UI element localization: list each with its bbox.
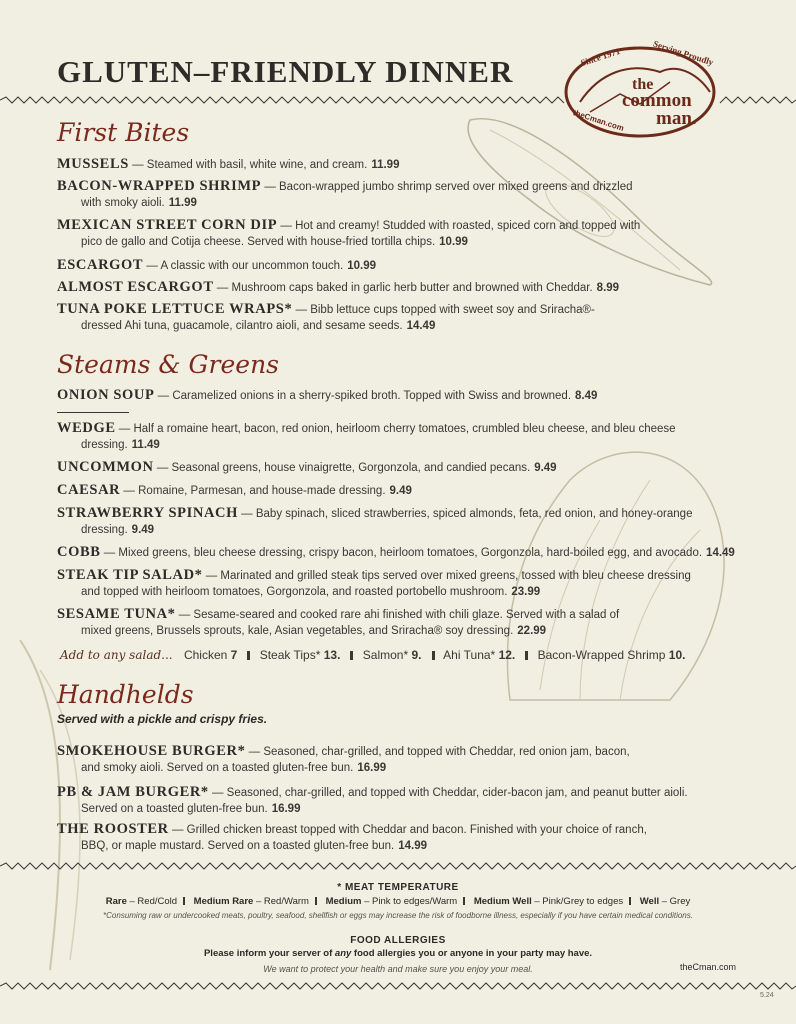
item-name: CAESAR — [57, 482, 121, 498]
item-desc-cont: pico de gallo and Cotija cheese. Served with house-fried tortilla chips. — [81, 236, 436, 248]
common-man-logo — [560, 38, 720, 142]
top-divider — [0, 96, 796, 104]
item-desc: — Sesame-seared and cooked rare ahi finished with chili glaze. Served with a salad of — [175, 609, 620, 621]
item-price: 9.49 — [534, 462, 557, 474]
page-title: GLUTEN–FRIENDLY DINNER — [57, 54, 514, 89]
item-price: 8.49 — [575, 390, 598, 402]
menu-item-mussels — [57, 156, 747, 173]
item-desc-cont: and topped with heirloom tomatoes, Gorgonzola, and roasted portobello mushroom. — [81, 586, 508, 598]
item-price: 14.49 — [706, 547, 735, 559]
addon-label: Chicken — [183, 648, 228, 662]
item-price: 22.99 — [517, 625, 547, 637]
item-price: 23.99 — [511, 586, 541, 598]
temp-name: Medium — [325, 896, 362, 907]
logo-since: Since 1971 — [579, 45, 622, 69]
allergy-text-any: any — [334, 948, 352, 959]
item-desc: — Mixed greens, bleu cheese dressing, crispy bacon, heirloom tomatoes, Gorgonzola, hard-boiled egg, and avocado. — [100, 547, 703, 559]
item-desc: — Romaine, Parmesan, and house-made dressing. — [120, 485, 386, 497]
temp-separator — [183, 897, 185, 905]
menu-item-smokehouse-burger — [57, 743, 747, 776]
item-name: STRAWBERRY SPINACH — [57, 505, 238, 521]
item-price: 9.49 — [389, 485, 412, 497]
temp-name: Well — [639, 896, 660, 907]
item-name: WEDGE — [57, 420, 116, 436]
item-desc-cont: with smoky aioli. — [81, 197, 165, 209]
item-desc: — Half a romaine heart, bacon, red onion, heirloom cherry tomatoes, crumbled bleu cheese, and bleu cheese — [115, 423, 676, 435]
item-desc: — Steamed with basil, white wine, and cream. — [128, 159, 368, 171]
menu-item-onion-soup — [57, 387, 747, 404]
item-name: MUSSELS — [57, 156, 129, 172]
allergy-text-pre: Please inform your server of — [203, 948, 335, 959]
addon-price: 12. — [498, 648, 516, 662]
section-steams-greens-title: Steams & Greens — [57, 350, 279, 379]
item-desc-cont: dressing. — [81, 524, 128, 536]
item-name: THE ROOSTER — [57, 821, 169, 837]
menu-item-strawberry-spinach — [57, 505, 747, 538]
salad-addon-row — [60, 648, 689, 662]
item-desc: — A classic with our uncommon touch. — [143, 260, 344, 272]
item-price: 11.49 — [131, 439, 160, 451]
item-price: 16.99 — [357, 762, 387, 774]
menu-item-escargot — [57, 257, 747, 274]
logo-man: man. — [656, 108, 697, 129]
item-price: 10.99 — [347, 260, 377, 272]
menu-item-caesar — [57, 482, 747, 499]
logo-serving: Serving Proudly — [651, 38, 715, 68]
item-name: STEAK TIP SALAD* — [57, 567, 203, 583]
menu-item-the-rooster — [57, 821, 747, 854]
item-name: ALMOST ESCARGOT — [57, 279, 214, 295]
addon-label: Steak Tips* — [259, 648, 321, 662]
item-name: UNCOMMON — [57, 459, 154, 475]
temp-separator — [629, 897, 631, 905]
temp-desc: – Red/Warm — [253, 896, 309, 907]
menu-item-bacon-wrapped-shrimp — [57, 178, 747, 211]
onion-soup-divider — [57, 412, 129, 413]
item-desc-cont: mixed greens, Brussels sprouts, kale, Asian vegetables, and Sriracha® soy dressing. — [81, 625, 514, 637]
section-first-bites-title: First Bites — [57, 118, 190, 147]
temp-desc: – Grey — [659, 896, 691, 907]
item-name: BACON-WRAPPED SHRIMP — [57, 178, 262, 194]
addon-price: 7 — [230, 648, 238, 662]
allergy-text-post: food allergies you or anyone in your party may have. — [351, 948, 593, 959]
footer-divider-bottom — [0, 982, 796, 990]
item-desc: — Grilled chicken breast topped with Cheddar and bacon. Finished with your choice of ranch, — [168, 824, 647, 836]
item-desc-cont: BBQ, or maple mustard. Served on a toasted gluten-free bun. — [81, 840, 395, 852]
addon-price: 9. — [411, 648, 422, 662]
menu-item-sesame-tuna — [57, 606, 747, 639]
item-desc-cont: dressed Ahi tuna, guacamole, cilantro aioli, and sesame seeds. — [81, 320, 403, 332]
item-desc-cont: Served on a toasted gluten-free bun. — [81, 803, 268, 815]
item-name: ESCARGOT — [57, 257, 144, 273]
item-desc-cont: and smoky aioli. Served on a toasted gluten-free bun. — [81, 762, 354, 774]
menu-item-steak-tip-salad — [57, 567, 747, 600]
item-desc: — Caramelized onions in a sherry-spiked broth. Topped with Swiss and browned. — [154, 390, 572, 402]
item-desc: — Bibb lettuce cups topped with sweet soy and Sriracha®- — [292, 304, 595, 316]
addon-separator — [350, 651, 353, 660]
temp-separator — [463, 897, 465, 905]
item-price: 9.49 — [131, 524, 155, 536]
addon-label: Salmon* — [362, 648, 409, 662]
menu-item-pb-jam-burger — [57, 784, 747, 817]
item-name: ONION SOUP — [57, 387, 155, 403]
menu-item-cobb — [57, 544, 747, 561]
temp-name: Rare — [105, 896, 127, 907]
meat-temperature-list — [0, 896, 796, 907]
item-price: 11.99 — [168, 197, 197, 209]
menu-item-mexican-street-corn-dip — [57, 217, 747, 250]
item-name: SMOKEHOUSE BURGER* — [57, 743, 246, 759]
item-name: SESAME TUNA* — [57, 606, 176, 622]
item-name: MEXICAN STREET CORN DIP — [57, 217, 278, 233]
item-price: 10.99 — [439, 236, 468, 248]
menu-item-almost-escargot — [57, 279, 747, 296]
item-desc: — Mushroom caps baked in garlic herb butter and browned with Cheddar. — [213, 282, 593, 294]
item-desc: — Seasoned, char-grilled, and topped with Cheddar, cider-bacon jam, and peanut butter aioli. — [208, 787, 688, 799]
item-desc: — Baby spinach, sliced strawberries, spiced almonds, feta, red onion, and honey-orange — [237, 508, 693, 520]
addon-price: 10. — [668, 648, 686, 662]
print-code: 5.24 — [760, 992, 774, 999]
item-desc: — Seasonal greens, house vinaigrette, Gorgonzola, and candied pecans. — [153, 462, 531, 474]
food-safety-disclaimer: *Consuming raw or undercooked meats, poultry, seafood, shellfish or eggs may increase the risk of foodborne illness, especially if you have certain medical conditions. — [103, 911, 693, 920]
item-price: 11.99 — [371, 159, 400, 171]
menu-item-wedge — [57, 420, 747, 453]
item-price: 8.99 — [596, 282, 620, 294]
logo-common: common — [622, 90, 692, 111]
menu-item-tuna-poke-lettuce-wraps — [57, 301, 747, 334]
temp-name: Medium Well — [473, 896, 532, 907]
temp-desc: – Red/Cold — [126, 896, 178, 907]
addon-separator — [525, 651, 528, 660]
food-allergies-text — [0, 948, 796, 959]
section-handhelds-title: Handhelds — [57, 680, 194, 709]
item-desc: — Marinated and grilled steak tips served over mixed greens, tossed with bleu cheese dressing — [202, 570, 691, 582]
logo-the: the — [632, 76, 654, 93]
item-desc: — Bacon-wrapped jumbo shrimp served over mixed greens and drizzled — [261, 181, 633, 193]
addon-separator — [247, 651, 250, 660]
temp-name: Medium Rare — [193, 896, 254, 907]
item-price: 14.99 — [398, 840, 428, 852]
addon-label: Ahi Tuna* — [443, 648, 496, 662]
allergy-note: We want to protect your health and make sure you enjoy your meal. — [263, 964, 533, 974]
item-name: PB & JAM BURGER* — [57, 784, 209, 800]
temp-desc: – Pink to edges/Warm — [361, 896, 458, 907]
addon-lead: Add to any salad... — [60, 648, 173, 662]
logo-site: theCman.com — [571, 108, 626, 133]
addon-label: Bacon-Wrapped Shrimp — [537, 648, 666, 662]
item-desc-cont: dressing. — [81, 439, 128, 451]
menu-item-uncommon — [57, 459, 747, 476]
item-name: COBB — [57, 544, 101, 560]
temp-separator — [315, 897, 317, 905]
handhelds-subtitle: Served with a pickle and crispy fries. — [57, 712, 268, 726]
food-allergies-title: FOOD ALLERGIES — [350, 935, 446, 946]
item-name: TUNA POKE LETTUCE WRAPS* — [57, 301, 293, 317]
footer-website: theCman.com — [680, 962, 737, 972]
addon-separator — [432, 651, 435, 660]
item-desc: — Hot and creamy! Studded with roasted, spiced corn and topped with — [277, 220, 641, 232]
meat-temperature-title: * MEAT TEMPERATURE — [337, 882, 459, 893]
item-price: 14.49 — [406, 320, 436, 332]
item-desc: — Seasoned, char-grilled, and topped with Cheddar, red onion jam, bacon, — [245, 746, 630, 758]
addon-price: 13. — [323, 648, 341, 662]
footer-divider-top — [0, 862, 796, 870]
temp-desc: – Pink/Grey to edges — [531, 896, 624, 907]
item-price: 16.99 — [271, 803, 301, 815]
